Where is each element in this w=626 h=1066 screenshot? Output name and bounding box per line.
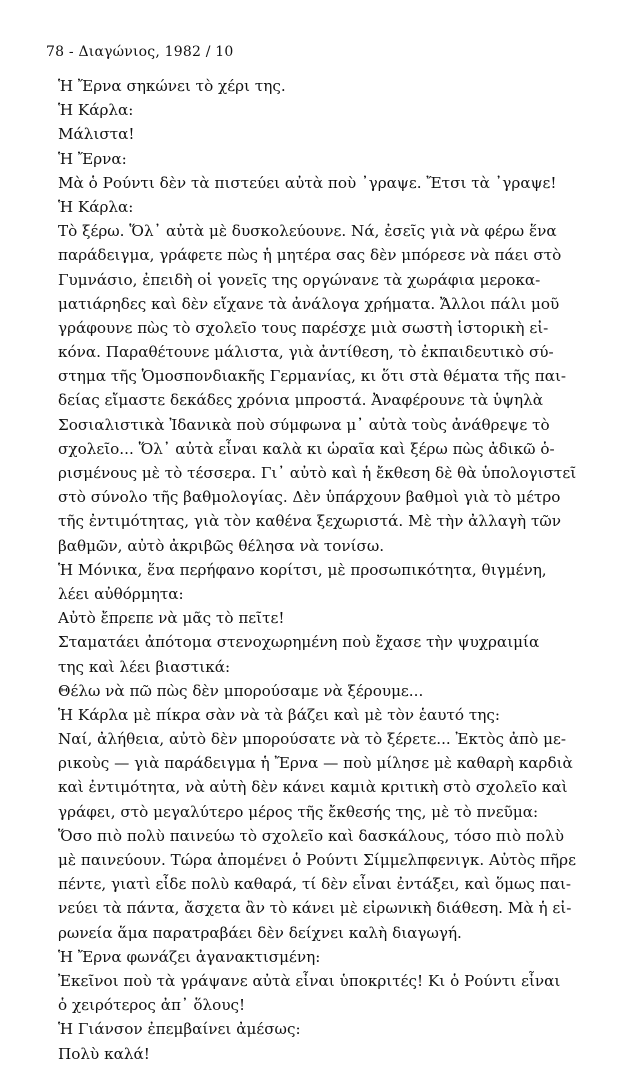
text-line: καὶ ἐντιμότητα, νὰ αὐτὴ δὲν κάνει καμιὰ κριτικὴ στὸ σχολεῖο καὶ — [58, 778, 568, 797]
text-line: γράφει, στὸ μεγαλύτερο μέρος τῆς ἔκθεσής της, μὲ τὸ πνεῦμα: — [58, 802, 539, 821]
text-line: Σταματάει ἀπότομα στενοχωρημένη ποὺ ἔχασε τὴν ψυχραιμία — [58, 633, 540, 652]
text-line: Θέλω νὰ πῶ πὼς δὲν μπορούσαμε νὰ ξέρουμε... — [58, 681, 424, 700]
text-line: Μὰ ὁ Ρούντι δὲν τὰ πιστεύει αὐτὰ ποὺ ᾽γραψε. Ἔτσι τὰ ᾽γραψε! — [58, 173, 557, 192]
text-line: Ἡ Γιάνσον ἐπεμβαίνει ἀμέσως: — [58, 1020, 301, 1039]
text-line: παράδειγμα, γράφετε πὼς ἡ μητέρα σας δὲν μπόρεσε νὰ πάει στὸ — [58, 246, 562, 265]
text-line: Ἡ Κάρλα: — [58, 197, 134, 216]
text-line: ὁ χειρότερος ἀπ᾽ ὅλους! — [58, 996, 246, 1015]
text-line: τῆς ἐντιμότητας, γιὰ τὸν καθένα ξεχωριστά. Μὲ τὴν ἀλλαγὴ τῶν — [58, 512, 561, 531]
text-line: Τὸ ξέρω. Ὅλ᾽ αὐτὰ μὲ δυσκολεύουνε. Νά, ἐσεῖς γιὰ νὰ φέρω ἕνα — [58, 222, 557, 241]
text-line: Ἐκεῖνοι ποὺ τὰ γράψανε αὐτὰ εἶναι ὑποκριτές! Κι ὁ Ρούντι εἶναι — [58, 971, 561, 990]
text-line: λέει αὐθόρμητα: — [58, 584, 184, 603]
text-line: της καὶ λέει βιαστικά: — [58, 657, 231, 676]
text-line: Αὐτὸ ἔπρεπε νὰ μᾶς τὸ πεῖτε! — [58, 609, 285, 628]
text-line: ρικοὺς — γιὰ παράδειγμα ἡ Ἔρνα — ποὺ μίλησε μὲ καθαρὴ καρδιὰ — [58, 754, 573, 773]
text-line: Πολὺ καλά! — [58, 1044, 150, 1063]
text-line: κόνα. Παραθέτουνε μάλιστα, γιὰ ἀντίθεση, τὸ ἐκπαιδευτικὸ σύ- — [58, 343, 554, 362]
text-line: Ἡ Μόνικα, ἕνα περήφανο κορίτσι, μὲ προσωπικότητα, θιγμένη, — [58, 560, 547, 579]
text-line: στὸ σύνολο τῆς βαθμολογίας. Δὲν ὑπάρχουν βαθμοὶ γιὰ τὸ μέτρο — [58, 488, 561, 507]
text-line: μὲ παινεύουν. Τώρα ἀπομένει ὁ Ρούντι Σίμμελπφενιγκ. Αὐτὸς πῆρε — [58, 851, 576, 869]
text-line: Ἡ Κάρλα: — [58, 101, 134, 120]
text-line: ματιάρηδες καὶ δὲν εἴχανε τὰ ἀνάλογα χρήματα. Ἄλλοι πάλι μοῦ — [58, 294, 560, 313]
text-line: ρισμένους μὲ τὸ τέσσερα. Γι᾽ αὐτὸ καὶ ἡ ἔκθεση δὲ θὰ ὑπολογιστεῖ — [58, 464, 577, 482]
text-line: Ναί, ἀλήθεια, αὐτὸ δὲν μπορούσατε νὰ τὸ ξέρετε... Ἐκτὸς ἀπὸ με- — [58, 730, 566, 749]
text-line: σχολεῖο... Ὅλ᾽ αὐτὰ εἶναι καλὰ κι ὡραῖα καὶ ξέρω πὼς ἀδικῶ ὁ- — [58, 439, 555, 458]
text-line: Γυμνάσιο, ἐπειδὴ οἱ γονεῖς της οργώνανε τὰ χωράφια μεροκα- — [58, 270, 541, 289]
text-line: Ἡ Κάρλα μὲ πίκρα σὰν νὰ τὰ βάζει καὶ μὲ τὸν ἑαυτό της: — [58, 705, 500, 724]
text-line: νεύει τὰ πάντα, ἄσχετα ἂν τὸ κάνει μὲ εἰρωνικὴ διάθεση. Μὰ ἡ εἰ- — [58, 899, 572, 918]
text-line: στημα τῆς Ὁμοσπονδιακῆς Γερμανίας, κι ὅτι στὰ θέματα τῆς παι- — [58, 367, 567, 386]
text-line: ρωνεία ἅμα παρατραβάει δὲν δείχνει καλὴ διαγωγή. — [58, 923, 462, 942]
running-header: 78 - Διαγώνιος, 1982 / 10 — [46, 44, 234, 60]
text-line: βαθμῶν, αὐτὸ ἀκριβῶς θέλησα νὰ τονίσω. — [58, 536, 385, 555]
text-line: δείας εἴμαστε δεκάδες χρόνια μπροστά. Ἀναφέρουνε τὰ ὑψηλὰ — [58, 391, 544, 410]
text-line: Ἡ Ἔρνα: — [58, 149, 127, 168]
text-line: Σοσιαλιστικὰ Ἰδανικὰ ποὺ σύμφωνα μ᾽ αὐτὰ τοὺς ἀνάθρεψε τὸ — [58, 415, 550, 434]
text-line: γράφουνε πὼς τὸ σχολεῖο τους παρέσχε μιὰ σωστὴ ἱστορικὴ εἰ- — [58, 318, 549, 337]
body-text — [58, 74, 598, 1066]
text-line: πέντε, γιατὶ εἶδε πολὺ καθαρά, τί δὲν εἶναι ἐντάξει, καὶ ὅμως παι- — [58, 875, 572, 894]
text-line: Μάλιστα! — [58, 125, 135, 144]
text-line: Ὅσο πιὸ πολὺ παινεύω τὸ σχολεῖο καὶ δασκάλους, τόσο πιὸ πολὺ — [58, 826, 564, 845]
text-line: Ἡ Ἔρνα σηκώνει τὸ χέρι της. — [58, 77, 286, 95]
text-line: Ἡ Ἔρνα φωνάζει ἀγανακτισμένη: — [58, 947, 321, 966]
